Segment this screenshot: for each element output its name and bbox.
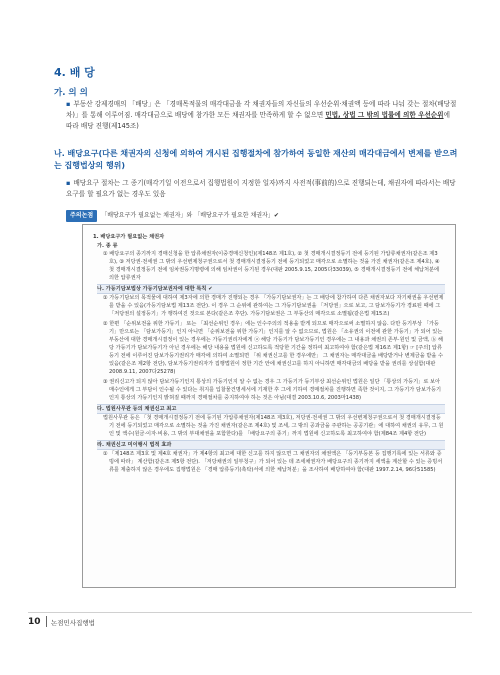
box-heading-ra: 라. 채권신고 미이행시 법적 효과 — [97, 440, 445, 450]
subsection-ga-heading: 가. 의 의 — [54, 88, 88, 98]
caution-text: 「배당요구가 필요없는 채권자」와 「배당요구가 필요한 채권자」✔ — [101, 212, 279, 219]
box-heading-na: 나. 가등기담보법상 가등기담보권자에 대한 특칙 ✔ — [97, 284, 445, 294]
subsection-na-heading: 나. 배당요구(다른 채권자의 신청에 의하여 개시된 집행절차에 참가하여 동일한 재산의 매각대금에서 변제를 받으려는 집행법상의 행위) — [54, 149, 458, 170]
box-da-paragraph-1: 법원사무관 등은 「첫 경매개시결정등기 전에 등기된 가압류채권자(제148조 제3호), 저당권·전세권 그 밖의 우선변제청구권으로서 첫 경매개시결정등기 전에 등기되었고 매각으로 소멸하는 것을 가진 채권자(같은조 제4호) 및 조세, 그 밖의 공과금을 주관하는 공공기관」에 대하여 채권의 유무, 그 원인 및 액수(원금·이자·비용, 그 밖의 부대채권을 포함한다)를 「배당요구의 종기」까지 법원에 신고하도록 최고하여야 함(제84조 제4항 전단) — [103, 415, 444, 437]
box-heading-1: 1. 배당요구가 필요없는 채권자 — [93, 234, 165, 240]
footer-separator — [46, 616, 47, 627]
bullet-icon: ▪ — [66, 179, 71, 187]
bullet-icon: ▪ — [66, 100, 71, 108]
definition-text-underlined: 민법, 상법 그 밖의 법률에 의한 우선순위 — [325, 111, 444, 119]
footer-rule — [28, 612, 472, 613]
definition-text-a: 부동산 강제경매의 「배당」은 「경매목적물의 매각대금을 각 채권자들의 자신들의 우선순위·채권액 등에 따라 나눠 갖는 절차(배당절차)」를 통해 이루어짐. 매각대금으로 배당에 참가한 모든 채권자를 만족하게 할 수 없으면 — [66, 100, 457, 119]
box-na-paragraph-2: ② 한편 「순위보전을 위한 가등기」 또는 「최선순위인 경우」에는 인수주의의 적용을 받게 되므로 매각으로써 소멸하지 않음. 다만 등기부상 「가등기」만으로는 「담보가등기」인지 아니면 「순위보전을 위한 가등기」인지를 알 수 없으므로, 법원은 「소유권의 이전에 관한 가등기」가 되어 있는 부동산에 대한 경매개시결정이 있는 경우에는 가등기권리자에게 ⓐ 해당 가등기가 담보가등기인 경우에는 그 내용과 채권의 존부·원인 및 금액, ⓑ 해당 가등기가 담보가등기가 아닌 경우에는 해당 내용을 법원에 신고하도록 적당한 기간을 정하여 최고하여야 함(같은법 제16조 제1항) ☞ [주의] 압류등기 전에 이루어진 담보가등기권리가 매각에 의하여 소멸되면 「위 채권신고를 한 경우에만」 그 채권자는 매각대금을 배당받거나 변제금을 받을 수 있음(같은조 제2항 전단), 담보가등기권리자가 집행법원이 정한 기간 안에 채권신고를 하지 아니하면 매각대금의 배당을 받을 권리를 상실함(대판 2008.9.11, 2007다25278) — [103, 321, 444, 375]
box-ra-paragraph-1: ① 「제148조 제3호 및 제4호 채권자」가 제4항의 최고에 대한 신고를 하지 않으면 그 채권자의 채권액은 「등기부등본 등 집행기록에 있는 서류와 증빙에 따라」 계산함(같은조 제5항 전단). 「저당채권의 일부청구」가 되어 있는 데 조세채권자가 배당요구의 종기까지 세액을 계산할 수 있는 증빙서류를 제출하지 않은 경우에도 집행법원은 「경매 압류등기(촉탁)서에 의한 체납처분」을 조사하여 배당하여야 함(대판 1997.2.14, 96다51585) — [103, 451, 443, 473]
notes-box — [82, 224, 456, 588]
box-na-paragraph-3: ③ 권리신고가 되지 않아 담보가등기인지 통상의 가등기인지 알 수 없는 경우 그 가등기가 등기부상 최선순위인 법원은 일단 「통상의 가등기」로 보아 매수인에게 그 부담이 인수될 수 있다는 취지를 입찰물건명세서에 기재한 후 그에 기하여 경매절차를 진행하면 족한 것이지, 그 가등기가 담보가등기인지 통상의 가등기인지 밝혀질 때까지 경매절차를 중지하여야 하는 것은 아님(대결 2003.10.6, 2003마1438) — [103, 379, 441, 401]
page-number: 10 — [28, 617, 41, 627]
notes-box-content — [93, 231, 445, 476]
definition-text-b: 에 따라 배당 진행(제145조) — [66, 111, 450, 130]
definition-paragraph — [66, 99, 458, 132]
book-title: 논점민사집행법 — [51, 619, 95, 627]
section-title-text: 배 당 — [69, 66, 95, 79]
caution-tag: 주의논점 — [66, 210, 97, 222]
caution-bar — [66, 210, 426, 222]
box-na-paragraph-1: ① 가등기담보의 목적물에 대하여 제3자에 의한 경매가 진행되는 경우 「가등기담보권자」는 그 배당에 참가하여 다른 채권자보다 자기채권을 우선변제를 받을 수 있음(가등기담보법 제13조 전단). 이 경우 그 순위에 관하여는 그 가등기담보권을 「저당권」으로 보고, 그 담보가등기가 경료된 때에 그 「저당권의 설정등기」가 행하여진 것으로 본다(같은조 후단). 가등기담보권은 그 부동산의 매각으로 소멸됨(같은법 제15조) — [103, 295, 444, 317]
section-number: 4. — [54, 66, 66, 79]
box-heading-ga: 가. 종 류 — [97, 243, 118, 249]
procedure-text: 배당요구 절차는 그 종기(매각기일 이전으로서 집행법원이 지정한 일자)까지 사전적(事前的)으로 진행되는데, 채권자에 따라서는 배당요구를 할 필요가 없는 경우도 있음 — [66, 179, 456, 198]
procedure-paragraph — [66, 178, 458, 200]
box-ga-paragraph-1: ① 배당요구의 종기까지 경매신청을 한 압류채권자(이중경매신청인)(제148조 제1호), ② 첫 경매개시결정등기 전에 등기된 가압류채권자(같은조 제3호), ③ 저당권·전세권 그 밖의 우선변제청구권으로서 첫 경매개시결정등기 전에 등기되었고 매각으로 소멸하는 것을 가진 채권자(같은조 제4호), ④ 첫 경매개시결정등기 전에 임차권등기명령에 의해 임차권이 등기된 경우(대판 2005.9.15, 2005다33039), ⑤ 경매개시결정등기 전에 체납처분에 의한 압류권자 — [103, 251, 440, 281]
box-heading-da: 다. 법원사무관 등의 채권신고 최고 — [97, 404, 445, 414]
section-title — [54, 64, 95, 80]
